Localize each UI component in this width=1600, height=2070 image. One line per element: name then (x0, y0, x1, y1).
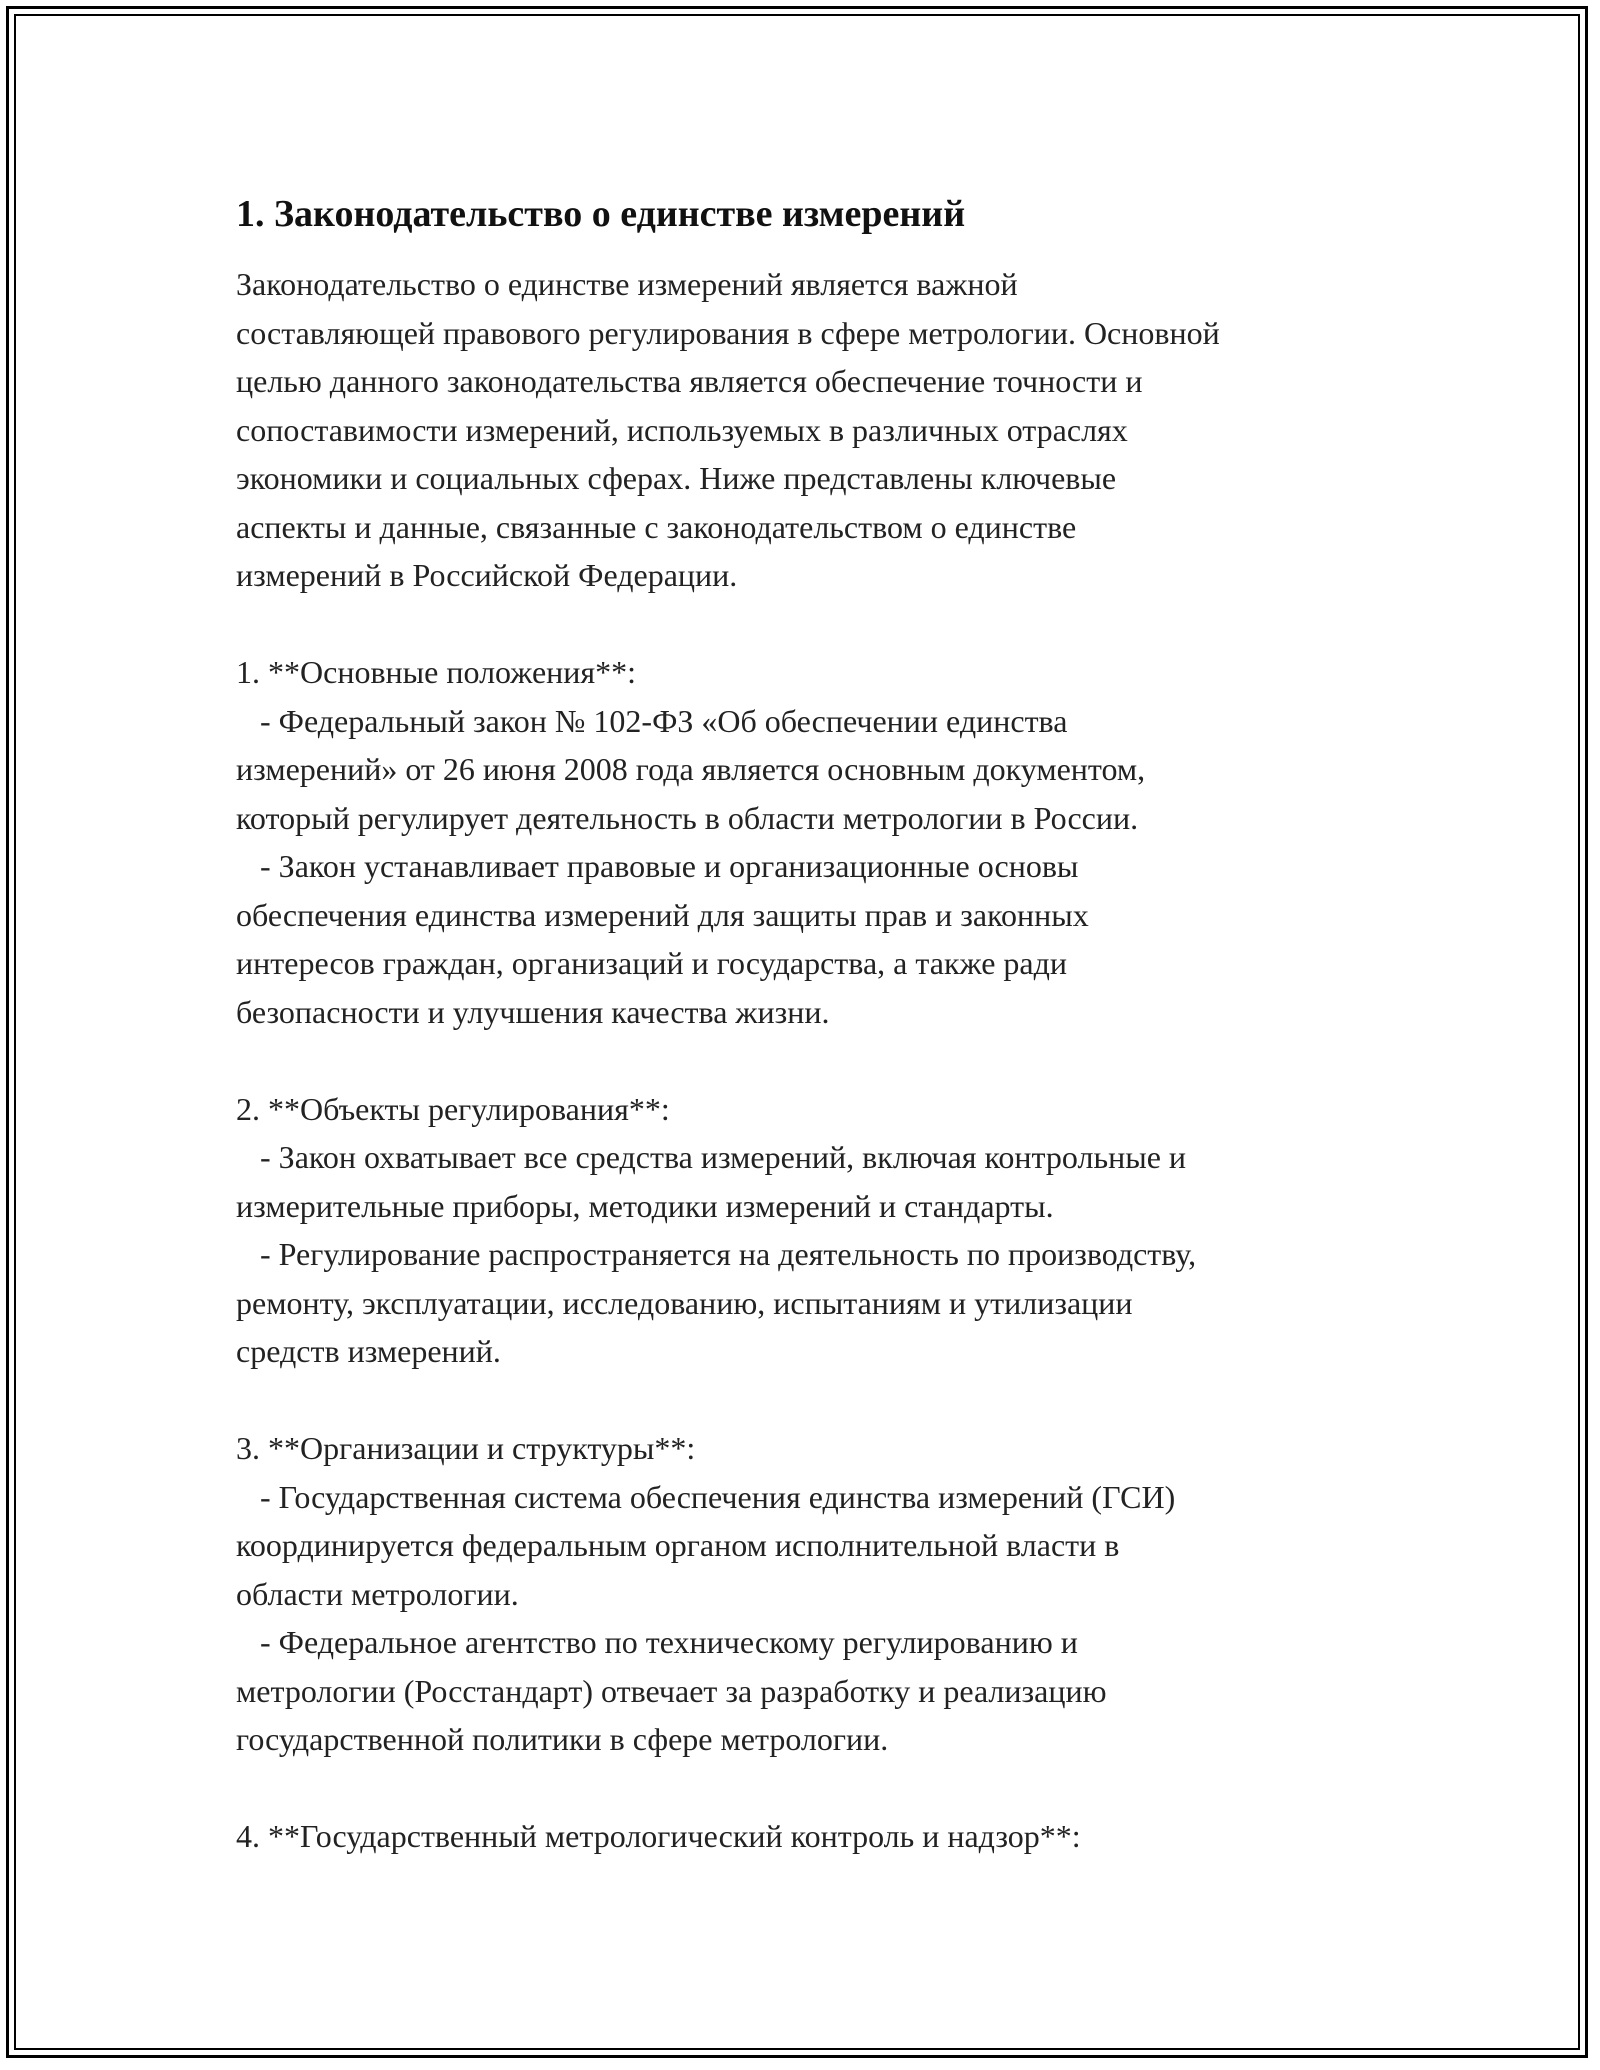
bullet-item: - Регулирование распространяется на деятельность по производству, ремонту, эксплуатации, исследованию, испытаниям и утилизации средств измерений. (236, 1236, 1197, 1369)
document-title: 1. Законодательство о единстве измерений (236, 193, 966, 235)
section-heading: 4. **Государственный метрологический контроль и надзор**: (236, 1818, 1081, 1854)
spacer (236, 1376, 1386, 1425)
section-1 (236, 648, 1386, 1036)
spacer (236, 1764, 1386, 1813)
bullet-item: - Закон охватывает все средства измерений, включая контрольные и измерительные приборы, методики измерений и стандарты. (236, 1139, 1187, 1224)
section-heading: 3. **Организации и структуры**: (236, 1430, 696, 1466)
bullet-item: - Федеральное агентство по техническому регулированию и метрологии (Росстандарт) отвечает за разработку и реализацию государственной политики в сфере метрологии. (236, 1624, 1107, 1757)
document-body (236, 184, 1386, 1861)
section-2 (236, 1085, 1386, 1376)
section-heading: 2. **Объекты регулирования**: (236, 1090, 670, 1127)
section-4 (236, 1812, 1386, 1861)
bullet-item: - Государственная система обеспечения единства измерений (ГСИ) координируется федеральным органом исполнительной власти в области метрологии. (236, 1478, 1176, 1612)
bullet-item: - Закон устанавливает правовые и организационные основы обеспечения единства измерений для защиты прав и законных интересов граждан, организаций и государства, а также ради безопасности и улучшения качества жизни. (236, 848, 1089, 1030)
section-heading: 1. **Основные положения**: (236, 654, 636, 690)
spacer (236, 1036, 1386, 1085)
bullet-item: - Федеральный закон № 102-ФЗ «Об обеспечении единства измерений» от 26 июня 2008 года является основным документом, который регулирует деятельность в области метрологии в России. (236, 702, 1146, 836)
section-3 (236, 1424, 1386, 1764)
spacer (236, 600, 1386, 649)
intro-paragraph: Законодательство о единстве измерений является важной составляющей правового регулирования в сфере метрологии. Основной целью данного законодательства является обеспечение точности и сопоставимости измерений, используемых в различных отраслях экономики и социальных сферах. Ниже представлены ключевые аспекты и данные, связанные с законодательством о единстве измерений в Российской Федерации. (236, 266, 1220, 593)
